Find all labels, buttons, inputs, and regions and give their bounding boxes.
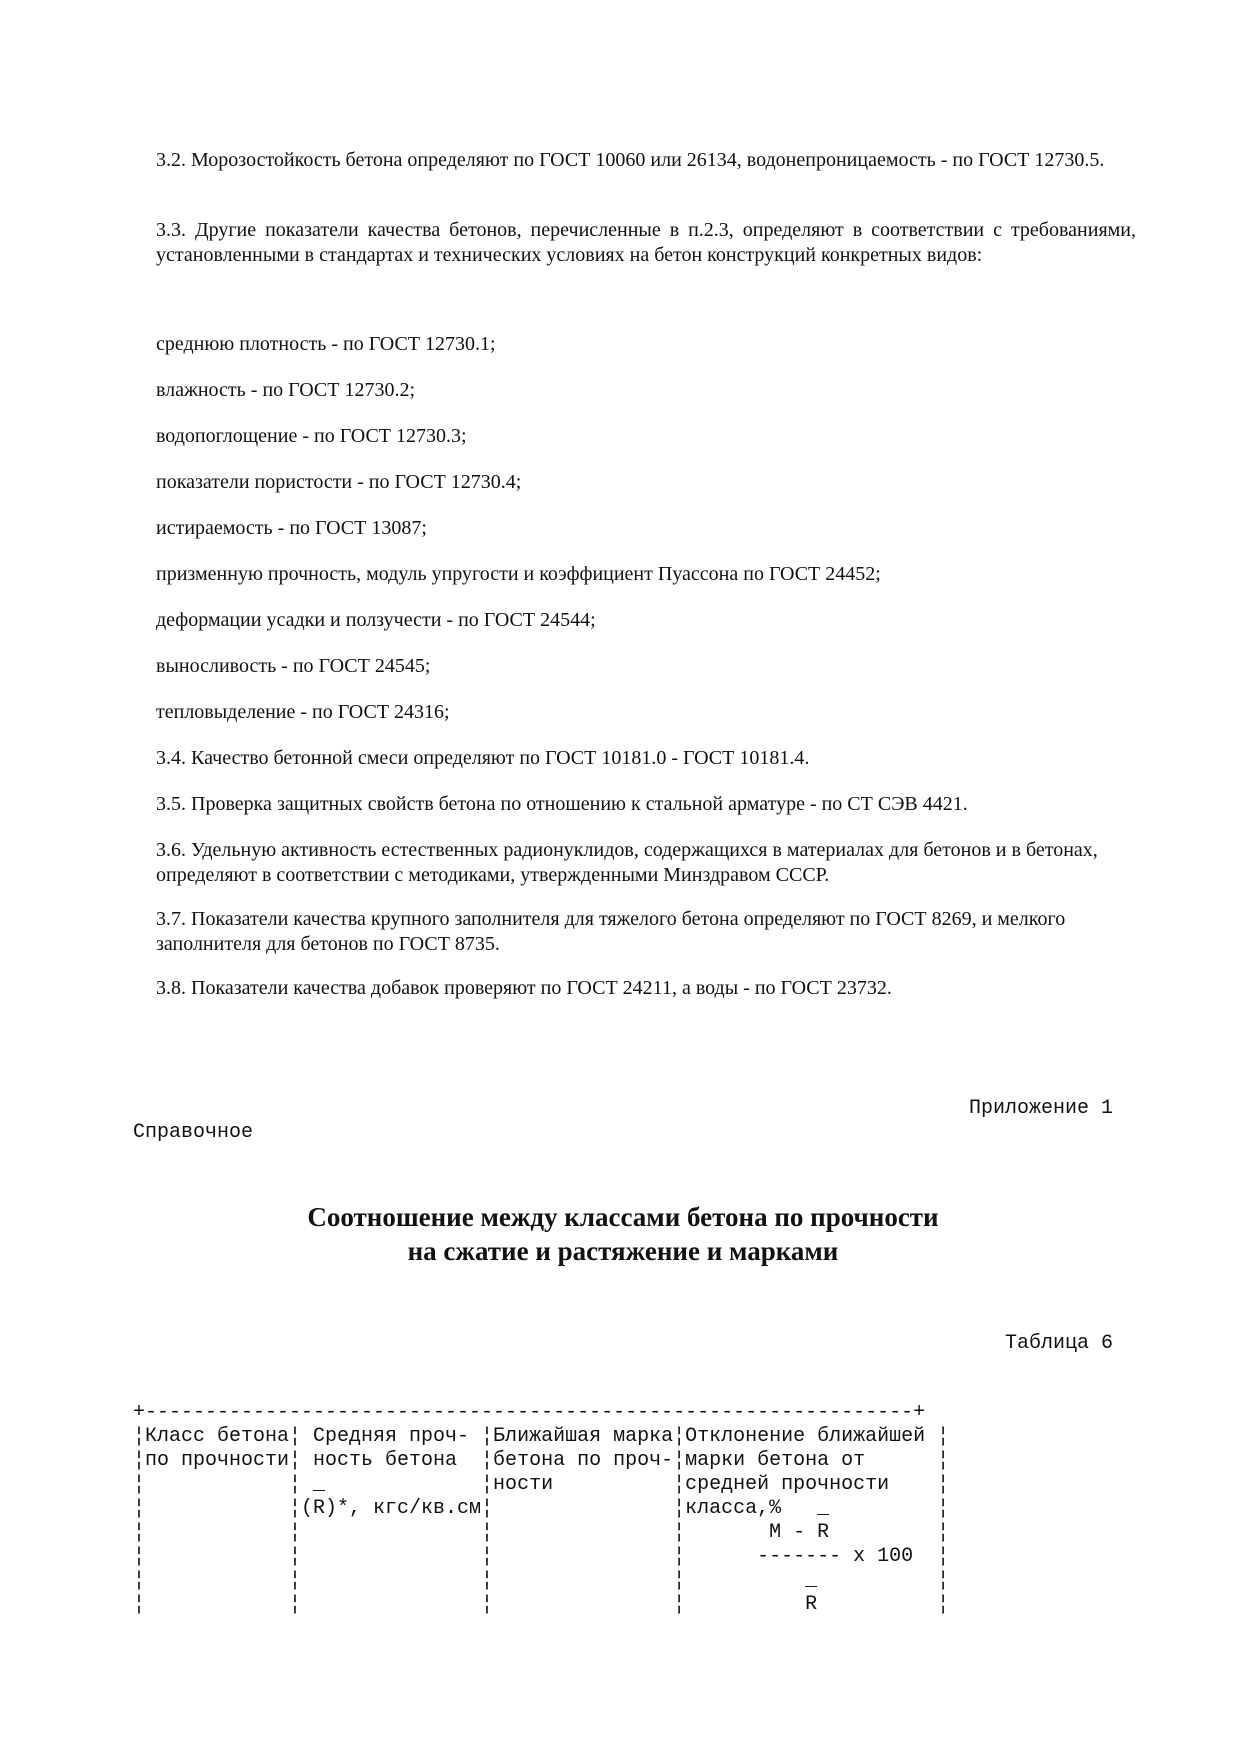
paragraph-3-6: 3.6. Удельную активность естественных радионуклидов, содержащихся в материалах для бетонов и в бетонах, определяют в соответствии с методиками, утвержденными Минздравом СССР. xyxy=(156,839,1098,886)
list-item-water-absorption: водопоглощение - по ГОСТ 12730.3; xyxy=(156,425,467,447)
appendix-type: Справочное xyxy=(133,1121,254,1144)
list-item-heat-release: тепловыделение - по ГОСТ 24316; xyxy=(156,701,450,723)
list-item-density: среднюю плотность - по ГОСТ 12730.1; xyxy=(156,333,496,355)
paragraph-3-8: 3.8. Показатели качества добавок проверяют по ГОСТ 24211, а воды - по ГОСТ 23732. xyxy=(156,977,892,999)
paragraph-3-2: 3.2. Морозостойкость бетона определяют по ГОСТ 10060 или 26134, водонепроницаемость - по ГОСТ 12730.5. xyxy=(156,149,1105,171)
paragraph-3-3: 3.3. Другие показатели качества бетонов, перечисленные в п.2.3, определяют в соответствии с требованиями, установленными в стандартах и технических условиях на бетон конструкций конкретных видов: xyxy=(156,219,1136,266)
appendix-title-line-1: Соотношение между классами бетона по прочности xyxy=(307,1202,939,1232)
appendix-label: Приложение 1 xyxy=(968,1097,1113,1120)
paragraph-3-4: 3.4. Качество бетонной смеси определяют по ГОСТ 10181.0 - ГОСТ 10181.4. xyxy=(156,747,810,769)
table-label: Таблица 6 xyxy=(1004,1332,1113,1355)
list-item-shrinkage: деформации усадки и ползучести - по ГОСТ 24544; xyxy=(156,609,596,631)
appendix-title xyxy=(133,1200,1113,1268)
list-item-endurance: выносливость - по ГОСТ 24545; xyxy=(156,655,431,677)
list-item-porosity: показатели пористости - по ГОСТ 12730.4; xyxy=(156,471,522,493)
paragraph-3-5: 3.5. Проверка защитных свойств бетона по отношению к стальной арматуре - по СТ СЭВ 4421. xyxy=(156,793,968,815)
list-item-abrasion: истираемость - по ГОСТ 13087; xyxy=(156,517,427,539)
appendix-title-line-2: на сжатие и растяжение и марками xyxy=(407,1236,839,1266)
list-item-prism-strength: призменную прочность, модуль упругости и коэффициент Пуассона по ГОСТ 24452; xyxy=(156,563,881,585)
paragraph-3-7: 3.7. Показатели качества крупного заполнителя для тяжелого бетона определяют по ГОСТ 8269, и мелкого заполнителя для бетонов по ГОСТ 8735. xyxy=(156,908,1066,955)
list-item-humidity: влажность - по ГОСТ 12730.2; xyxy=(156,379,416,401)
ascii-table: +----------------------------------------------------------------+ ¦Класс бетона¦ Средняя проч- ¦Ближайшая марка¦Отклонение ближайшей ¦ ¦по прочности¦ ность бетона ¦бетона по проч-¦марки бетона от ¦ ¦ ¦ _ ¦ности ¦средней прочности ¦ ¦ ¦(R)*, кгс/кв.см¦ ¦класса,% _ ¦ ¦ ¦ ¦ ¦ M - R ¦ ¦ ¦ ¦ ¦ ------- x 100 ¦ ¦ ¦ ¦ ¦ _ ¦ ¦ ¦ ¦ ¦ R ¦ xyxy=(133,1401,950,1616)
